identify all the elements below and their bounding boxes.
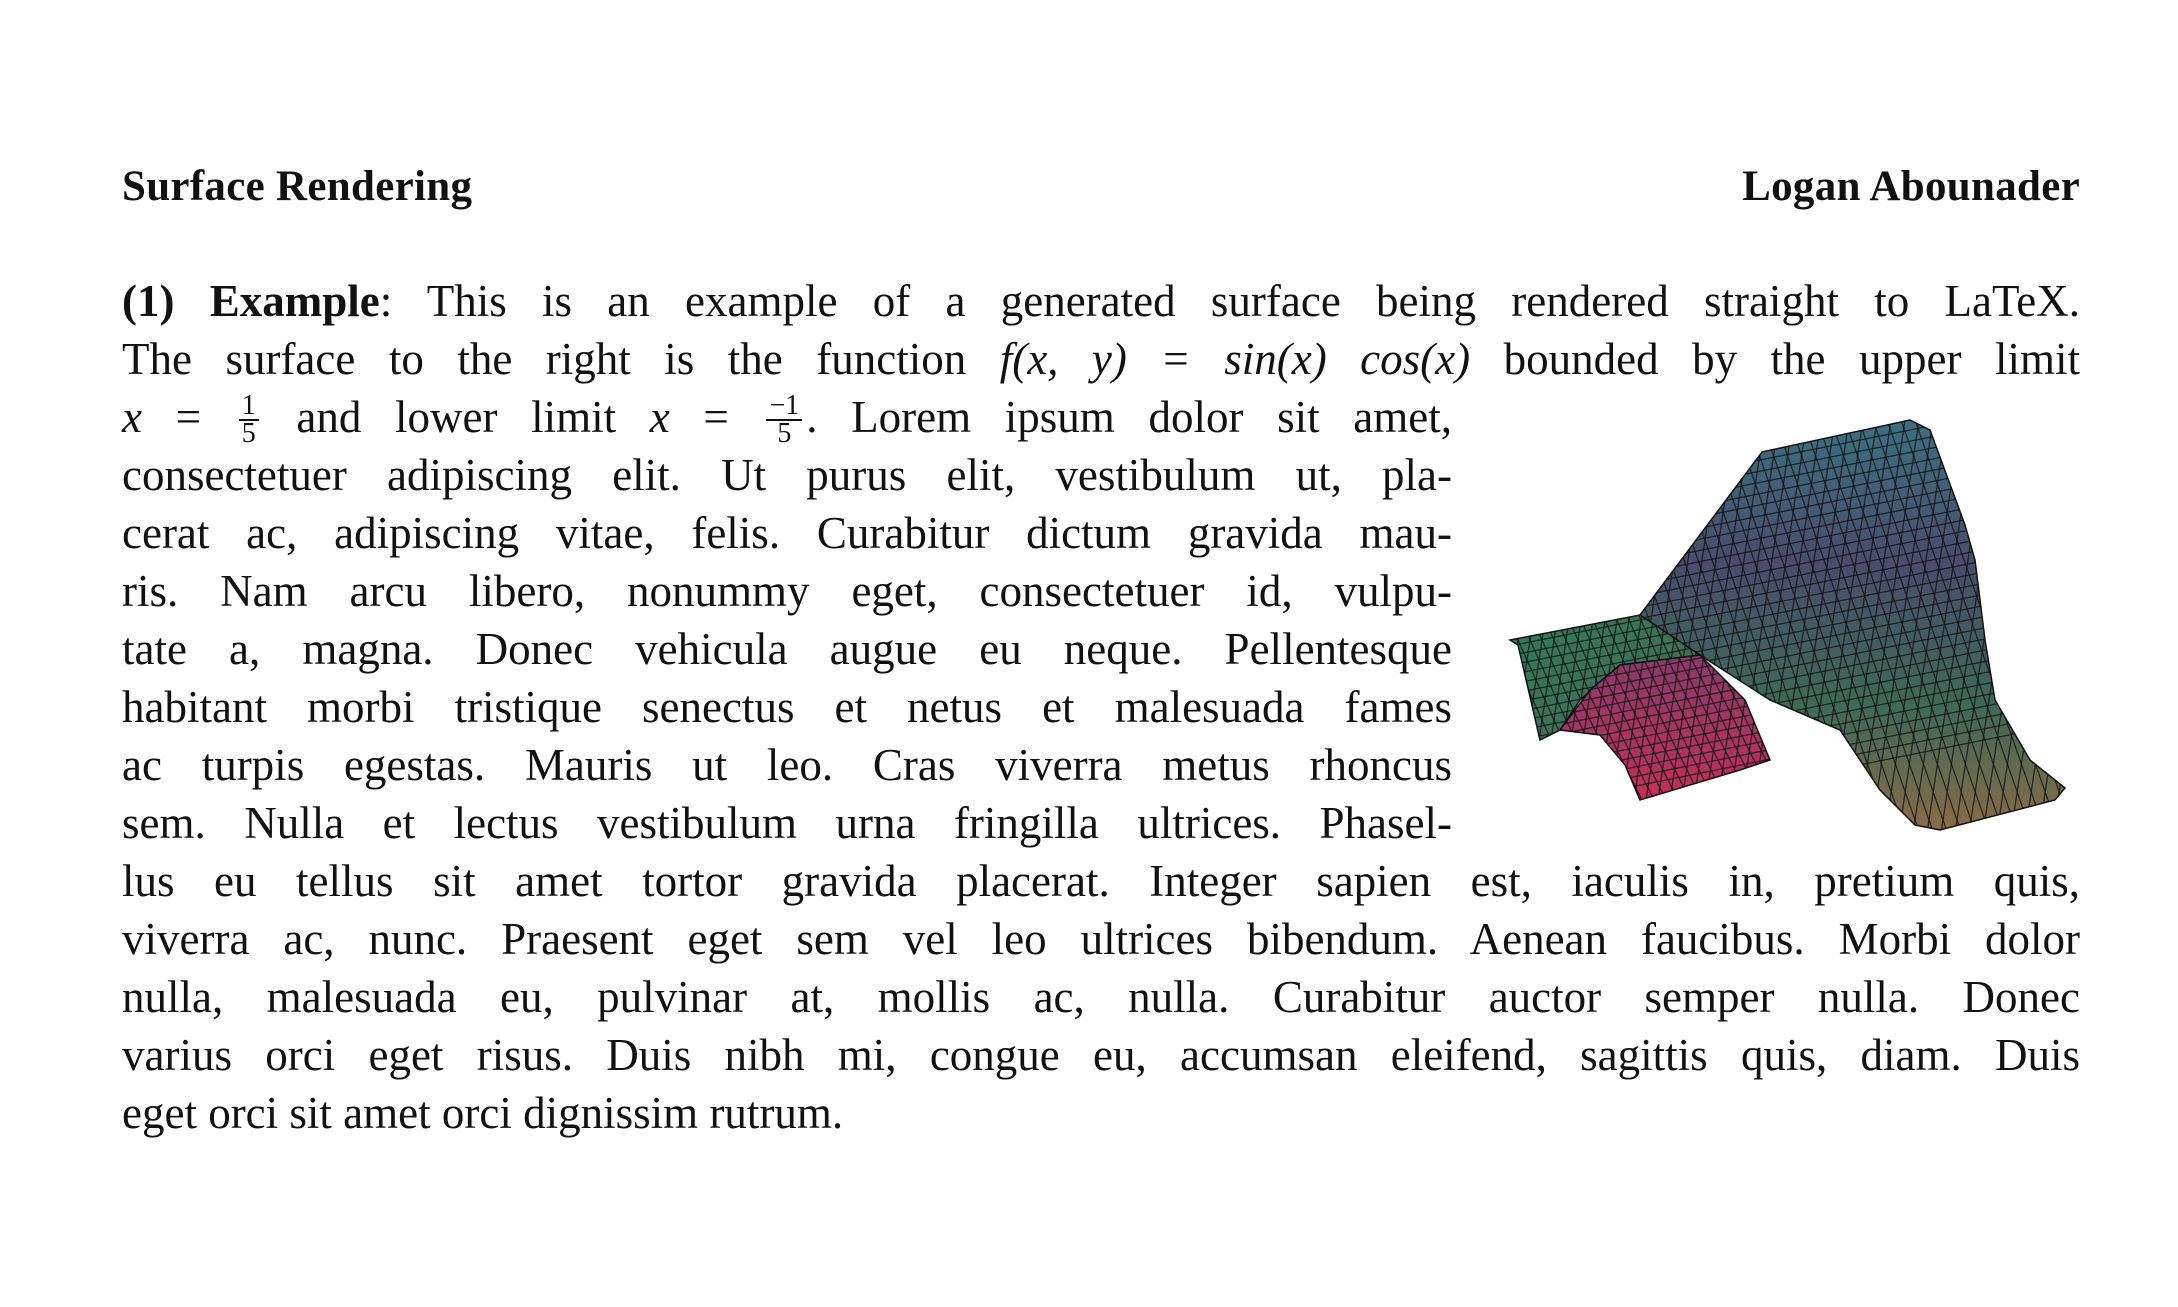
paragraph-line: consectetuer adipiscing elit. Ut purus elit, vestibulum ut, pla- [122,450,1452,500]
fraction-denominator: 5 [777,417,792,449]
fraction-numerator: −1 [766,393,802,421]
mesh-line [1500,410,1558,840]
mesh-line [1500,600,1524,760]
paragraph-line: cerat ac, adipiscing vitae, felis. Curabitur dictum gravida mau- [122,508,1452,558]
mesh-line [2040,600,2080,760]
intro-text: : This is an example of a generated surface being rendered straight to LaTeX. [379,276,2081,326]
mesh-line [1500,600,1524,760]
mesh-line [1500,410,1530,840]
mesh-line [1500,410,2080,434]
mesh-line [1500,410,1516,840]
mesh-line [2016,600,2040,760]
math-equals: = [141,392,235,442]
mesh-line [2028,600,2080,760]
paragraph-line [122,330,2080,388]
mesh-line [2062,410,2080,840]
paragraph-line: habitant morbi tristique senectus et netus et malesuada fames [122,682,1452,732]
paragraph-line: ac turpis egestas. Mauris ut leo. Cras viverra metus rhoncus [122,740,1452,790]
mesh-line [2078,640,2080,810]
mesh-line [2028,600,2052,760]
limit-tail-text: . Lorem ipsum dolor sit amet, [806,392,1452,442]
mesh-line [1500,410,1544,840]
mesh-line [1500,410,1572,840]
upper-limit-fraction [239,389,259,449]
mesh-line [1500,640,1503,810]
mesh-line [2077,640,2081,810]
paragraph-line [122,272,2080,330]
paragraph-line: nulla, malesuada eu, pulvinar at, mollis ac, nulla. Curabitur auctor semper nulla. Donec [122,972,2080,1022]
mesh-line [2052,600,2076,760]
mesh-line [2065,640,2081,810]
mesh-line [2040,600,2064,760]
document-title: Surface Rendering [122,163,473,210]
paragraph-line [122,388,1452,449]
mesh-line [1500,410,2080,422]
math-variable: x [649,392,670,442]
paragraph-line: tate a, magna. Donec vehicula augue eu neque. Pellentesque [122,624,1452,674]
section-heading: Example [209,276,380,326]
fraction-numerator: 1 [239,393,259,421]
mesh-line [2052,600,2080,760]
mesh-line [1506,410,1572,840]
paragraph-line: sem. Nulla et lectus vestibulum urna fringilla ultrices. Phasel- [122,798,1452,848]
paragraph-line: lus eu tellus sit amet tortor gravida placerat. Integer sapien est, iaculis in, pretium quis, [122,856,2080,906]
author-name: Logan Abounader [1742,163,2080,210]
mesh-line [1500,410,1502,840]
mesh-line [1500,410,2080,411]
mesh-line [2076,410,2080,840]
limit-text: and lower limit [262,392,650,442]
mesh-line [2076,600,2080,760]
mesh-line [1500,410,1544,840]
page-header [122,162,2080,211]
bound-text: bounded by the upper limit [1470,334,2080,384]
lower-limit-fraction [766,389,802,449]
fraction-denominator: 5 [241,417,256,449]
mesh-line [2052,410,2080,840]
mesh-line [1500,410,1558,840]
mesh-line [1500,410,1530,840]
mesh-line [2064,600,2080,760]
mesh-line [2048,410,2080,840]
surface-plot [1500,410,2080,840]
paragraph-line: ris. Nam arcu libero, nonummy eget, consectetuer id, vulpu- [122,566,1452,616]
mesh-line [2016,600,2080,760]
intro-text: The surface to the right is the function [122,334,1000,384]
mesh-line [1520,410,1586,840]
section-number: (1) [122,276,175,326]
mesh-line [1500,410,1516,840]
paragraph-line: varius orci eget risus. Duis nibh mi, congue eu, accumsan eleifend, sagittis quis, diam. Duis [122,1030,2080,1080]
mesh-line [2076,600,2080,760]
mesh-line [2064,600,2080,760]
mesh-line [1500,410,1586,840]
mesh-line [1500,640,1515,810]
mesh-line [1500,600,1512,760]
mesh-line [2066,640,2080,810]
mesh-line [1500,410,2080,445]
paragraph-line: viverra ac, nunc. Praesent eget sem vel leo ultrices bibendum. Aenean faucibus. Morbi dolor [122,914,2080,964]
mesh-line [1500,410,1502,840]
surface-figure [1500,410,2080,840]
math-variable: x [122,392,142,442]
function-formula: f(x, y) = sin(x) cos(x) [999,334,1471,384]
mesh-line [1500,640,1514,810]
mesh-line [2066,410,2080,840]
mesh-line [1500,640,1502,810]
math-equals: = [669,392,763,442]
paragraph-line: eget orci sit amet orci dignissim rutrum. [122,1088,844,1138]
mesh-line [1500,600,1512,760]
